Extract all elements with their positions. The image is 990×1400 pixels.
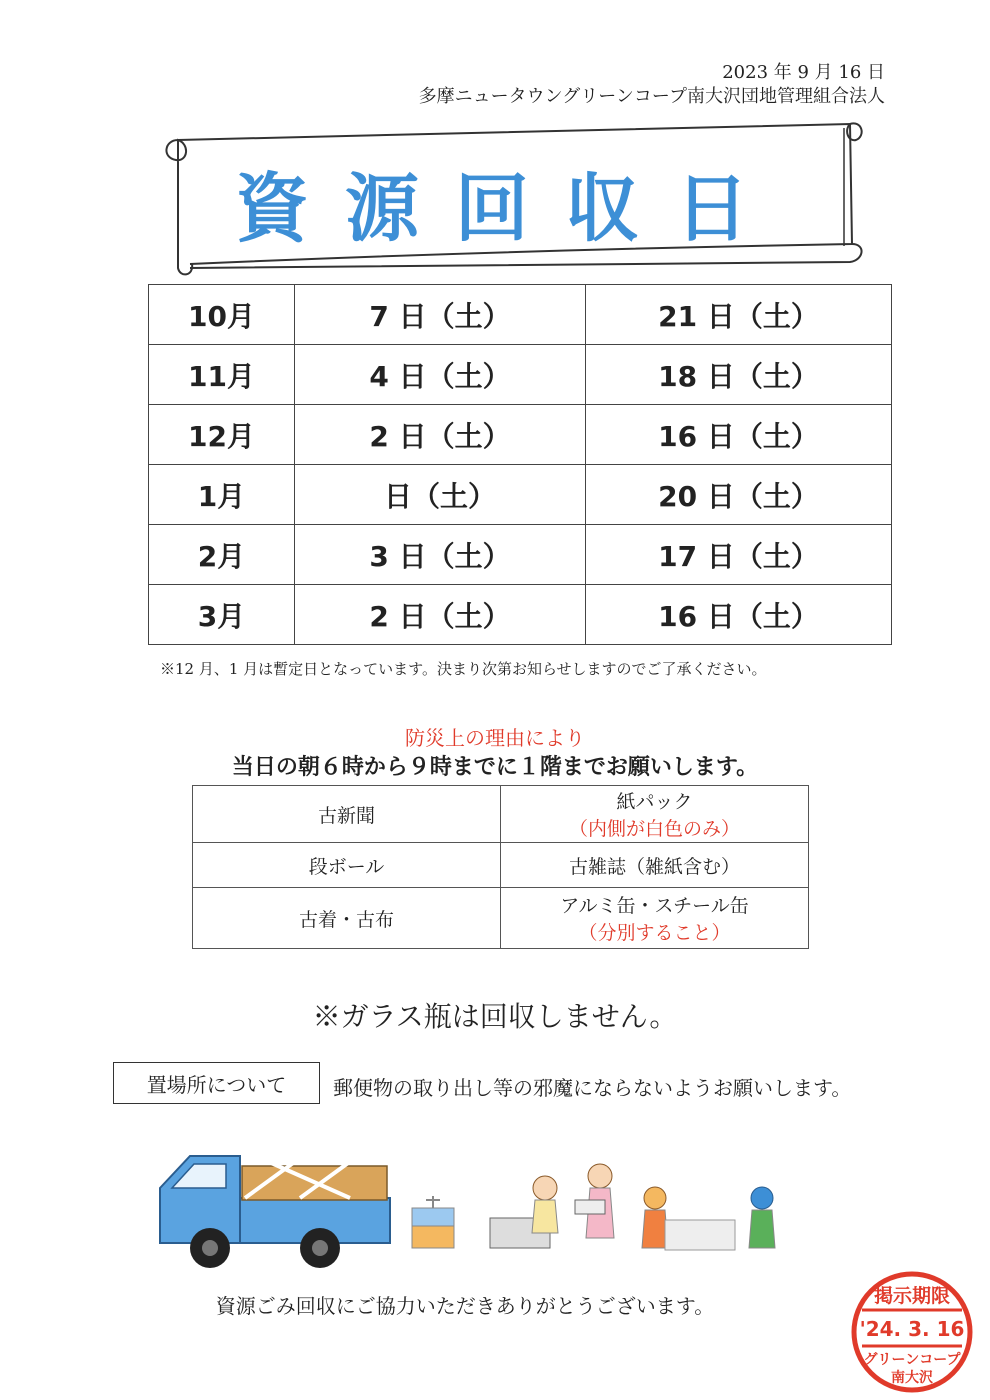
thank-you-message: 資源ごみ回収にご協力いただきありがとうございます。 xyxy=(215,1294,715,1318)
schedule-month: 3月 xyxy=(149,585,295,645)
recyclable-items-table xyxy=(192,785,809,949)
schedule-first-date: 4 日（土） xyxy=(295,345,586,405)
item-old-newspaper: 古新聞 xyxy=(193,786,501,843)
table-row xyxy=(193,786,809,843)
organization-name: 多摩ニュータウングリーンコープ南大沢団地管理組合法人 xyxy=(418,86,885,107)
svg-text:掲示期限: 掲示期限 xyxy=(873,1285,951,1307)
glass-bottle-notice: ※ガラス瓶は回収しません。 xyxy=(312,1000,678,1033)
item-label: 紙パック xyxy=(616,791,693,813)
item-old-clothes: 古着・古布 xyxy=(193,888,501,949)
schedule-row xyxy=(149,345,892,405)
placement-label: 置場所について xyxy=(113,1062,320,1104)
table-row xyxy=(193,888,809,949)
schedule-second-date: 21 日（土） xyxy=(586,285,892,345)
item-label: アルミ缶・スチール缶 xyxy=(560,895,749,917)
bundle-illustration xyxy=(412,1196,454,1248)
item-paper-carton xyxy=(501,786,809,843)
schedule-row xyxy=(149,285,892,345)
truck-illustration xyxy=(160,1156,390,1268)
schedule-first-date: 3 日（土） xyxy=(295,525,586,585)
time-instruction: 当日の朝６時から９時までに１階までお願いします。 xyxy=(231,755,759,780)
table-row xyxy=(193,843,809,888)
schedule-first-date: 7 日（土） xyxy=(295,285,586,345)
page-title: 資源回収日 xyxy=(235,166,785,252)
schedule-month: 2月 xyxy=(149,525,295,585)
schedule-month: 1月 xyxy=(149,465,295,525)
schedule-second-date: 17 日（土） xyxy=(586,525,892,585)
schedule-first-date: 日（土） xyxy=(295,465,586,525)
item-old-magazines: 古雑誌（雑紙含む） xyxy=(501,843,809,888)
item-cans xyxy=(501,888,809,949)
provisional-date-note: ※12 月、1 月は暫定日となっています。決まり次第お知らせしますのでご了承ください。 xyxy=(160,660,767,678)
schedule-month: 11月 xyxy=(149,345,295,405)
schedule-row xyxy=(149,465,892,525)
schedule-row xyxy=(149,525,892,585)
schedule-second-date: 16 日（土） xyxy=(586,405,892,465)
collection-schedule-table xyxy=(148,284,892,645)
item-cardboard: 段ボール xyxy=(193,843,501,888)
schedule-second-date: 18 日（土） xyxy=(586,345,892,405)
schedule-month: 12月 xyxy=(149,405,295,465)
item-condition: （分別すること） xyxy=(578,922,731,944)
schedule-second-date: 20 日（土） xyxy=(586,465,892,525)
illustration xyxy=(150,1148,950,1278)
schedule-row xyxy=(149,405,892,465)
placement-text: 郵便物の取り出し等の邪魔にならないようお願いします。 xyxy=(333,1076,852,1100)
schedule-second-date: 16 日（土） xyxy=(586,585,892,645)
disaster-prevention-reason: 防災上の理由により xyxy=(405,726,585,750)
schedule-row xyxy=(149,585,892,645)
schedule-first-date: 2 日（土） xyxy=(295,405,586,465)
svg-text:グリーンコープ: グリーンコープ xyxy=(863,1352,961,1368)
svg-text:南大沢: 南大沢 xyxy=(891,1370,933,1386)
schedule-month: 10月 xyxy=(149,285,295,345)
children-illustration xyxy=(490,1164,775,1250)
notice-date: 2023 年 9 月 16 日 xyxy=(722,62,885,83)
schedule-first-date: 2 日（土） xyxy=(295,585,586,645)
svg-text:'24. 3. 16: '24. 3. 16 xyxy=(859,1317,965,1341)
item-condition: （内側が白色のみ） xyxy=(568,818,740,840)
posting-deadline-stamp xyxy=(848,1268,976,1396)
